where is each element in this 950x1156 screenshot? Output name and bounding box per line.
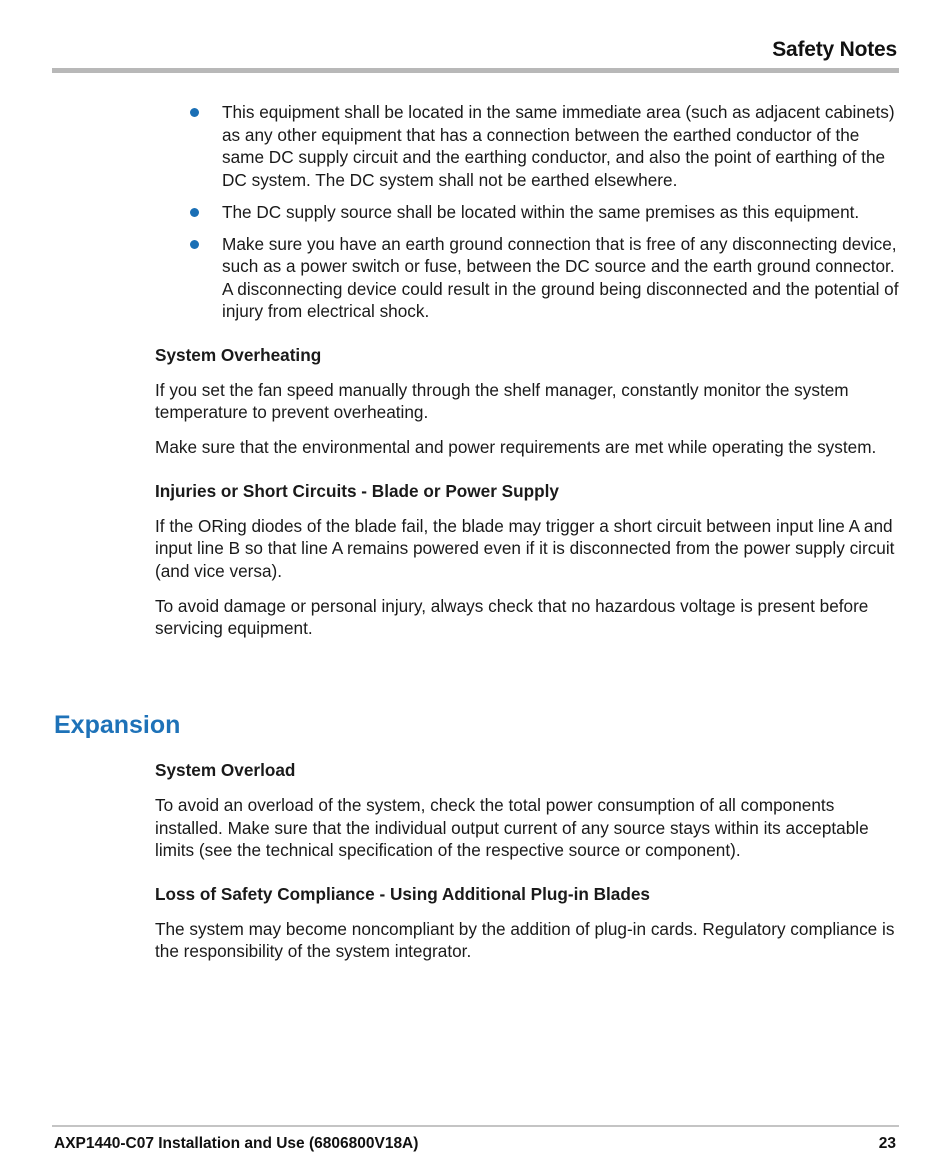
list-item: [155, 201, 900, 224]
expansion-section-title: Expansion: [54, 711, 181, 739]
list-item: [155, 233, 900, 323]
bullet-text: The DC supply source shall be located within the same premises as this equipment.: [222, 201, 860, 222]
bullet-text: This equipment shall be located in the same immediate area (such as adjacent cabinets) as any other equipment that has a connection between the earthed conductor of the same DC supply circuit and the earthing conductor, and also the point of earthing of the DC system. The DC system shall not be earthed elsewhere.: [222, 102, 895, 190]
overload-paragraph: To avoid an overload of the system, check the total power consumption of all components installed. Make sure that the individual output current of any source stays within its acceptable limits (see the technical specification of the respective source or component).: [155, 795, 869, 860]
overheating-paragraph: Make sure that the environmental and power requirements are met while operating the system.: [155, 437, 877, 457]
footer-divider: [52, 1125, 899, 1127]
bullet-icon: [190, 240, 199, 249]
safety-notes-body: [155, 101, 900, 652]
compliance-paragraph: The system may become noncompliant by the addition of plug-in cards. Regulatory compliance is the responsibility of the system integrator.: [155, 918, 895, 961]
expansion-body: [155, 755, 900, 975]
bullet-text: Make sure you have an earth ground connection that is free of any disconnecting device, such as a power switch or fuse, between the DC source and the earth ground connector. A disconnecting device could result in the ground being disconnected and the potential of injury from electrical shock.: [222, 233, 899, 321]
bullet-icon: [190, 208, 199, 217]
system-overload-heading: System Overload: [155, 760, 296, 780]
footer-document-title: AXP1440-C07 Installation and Use (6806800V18A): [54, 1135, 419, 1152]
page-number: 23: [878, 1135, 896, 1152]
safety-compliance-heading: Loss of Safety Compliance - Using Additional Plug-in Blades: [155, 883, 650, 904]
overheating-paragraph: If you set the fan speed manually through the shelf manager, constantly monitor the system temperature to prevent overheating.: [155, 379, 849, 422]
bullet-icon: [190, 108, 199, 117]
injuries-paragraph: If the ORing diodes of the blade fail, the blade may trigger a short circuit between input line A and input line B so that line A remains powered even if it is disconnected from the power supply circuit (and vice versa).: [155, 515, 895, 581]
system-overheating-heading: System Overheating: [155, 344, 322, 365]
header-divider: [52, 68, 899, 73]
injuries-heading: Injuries or Short Circuits - Blade or Power Supply: [155, 480, 559, 501]
dc-supply-bullet-list: [155, 101, 900, 323]
injuries-paragraph: To avoid damage or personal injury, always check that no hazardous voltage is present before servicing equipment.: [155, 595, 869, 638]
running-header-title: Safety Notes: [772, 38, 897, 61]
list-item: [155, 101, 900, 191]
